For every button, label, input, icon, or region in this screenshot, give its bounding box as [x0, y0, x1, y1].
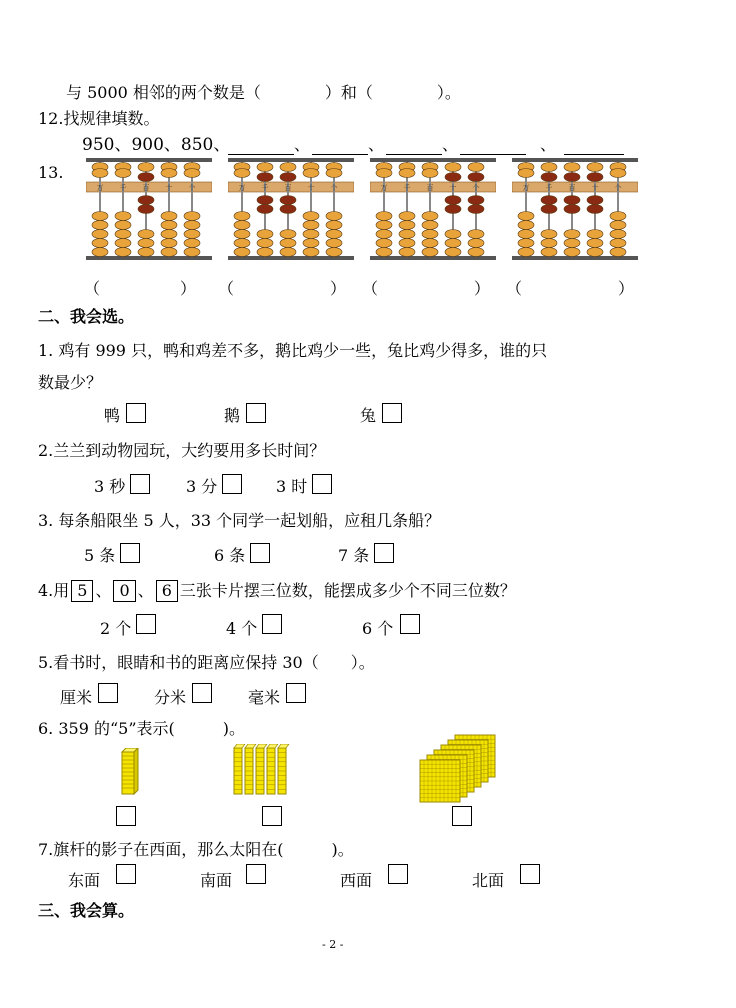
- abacus-bead: [518, 169, 534, 178]
- abacus-bead: [587, 196, 603, 205]
- abacus-bead: [564, 239, 580, 248]
- q4-checkbox-1[interactable]: [136, 614, 156, 634]
- svg-text:万: 万: [522, 184, 530, 192]
- abacus-bead: [161, 230, 177, 239]
- svg-text:万: 万: [380, 184, 388, 192]
- card-0: 0: [113, 580, 135, 602]
- q6-checkbox-1[interactable]: [116, 806, 136, 826]
- abacus-bead: [422, 221, 438, 230]
- abacus-bead: [303, 221, 319, 230]
- q7-option-4: 北面: [472, 871, 505, 890]
- svg-text:千: 千: [261, 184, 269, 192]
- q1-option-2: 鹅: [224, 406, 241, 425]
- card-5: 5: [71, 580, 93, 602]
- abacus-bead: [587, 230, 603, 239]
- abacus-bead: [376, 221, 392, 230]
- abacus-bead: [257, 248, 273, 257]
- q1-checkbox-3[interactable]: [382, 403, 402, 423]
- svg-text:百: 百: [568, 184, 576, 192]
- abacus-bead: [92, 212, 108, 221]
- abacus-bead: [92, 169, 108, 178]
- abacus-bead: [326, 239, 342, 248]
- abacus-bead: [587, 248, 603, 257]
- q1-checkbox-1[interactable]: [126, 403, 146, 423]
- abacus-bead: [518, 239, 534, 248]
- abacus-bead: [610, 169, 626, 178]
- abacus-bead: [399, 230, 415, 239]
- abacus-bead: [399, 248, 415, 257]
- q5-option-2: 分米: [154, 688, 187, 707]
- abacus-bead: [234, 221, 250, 230]
- abacus-bead: [138, 230, 154, 239]
- abacus-bead: [184, 230, 200, 239]
- section-2-title: 二、我会选。: [38, 307, 135, 326]
- abacus-bead: [445, 239, 461, 248]
- abacus-bead: [399, 169, 415, 178]
- q5-checkbox-3[interactable]: [286, 683, 306, 703]
- abacus-bead: [161, 212, 177, 221]
- abacus-bead: [445, 205, 461, 214]
- abacus-bead: [115, 212, 131, 221]
- abacus-bead: [92, 248, 108, 257]
- q5-option-1: 厘米: [60, 688, 93, 707]
- abacus-bead: [564, 173, 580, 182]
- q2-checkbox-2[interactable]: [222, 474, 242, 494]
- q7-option-2: 南面: [200, 871, 233, 890]
- abacus-bead: [468, 196, 484, 205]
- q2-option-2: 3 分: [186, 477, 218, 496]
- q7-checkbox-1[interactable]: [116, 864, 136, 884]
- abacus-bead: [376, 212, 392, 221]
- q2-option-1: 3 秒: [94, 477, 126, 496]
- abacus-4-answer[interactable]: （ ）: [506, 279, 635, 298]
- q3-option-2: 6 条: [214, 546, 246, 565]
- svg-text:十: 十: [449, 184, 457, 192]
- abacus-bead: [376, 248, 392, 257]
- abacus-bead: [280, 173, 296, 182]
- page-number: - 2 -: [322, 938, 344, 951]
- abacus-3: [370, 156, 496, 262]
- q7-text: 7.旗杆的影子在西面，那么太阳在( )。: [38, 840, 354, 859]
- abacus-bead: [541, 163, 557, 172]
- abacus-bead: [161, 248, 177, 257]
- abacus-bead: [541, 196, 557, 205]
- abacus-4: [512, 156, 638, 262]
- abacus-2: [228, 156, 354, 262]
- abacus-bead: [468, 205, 484, 214]
- q7-checkbox-2[interactable]: [246, 864, 266, 884]
- q4-option-3: 6 个: [362, 619, 394, 638]
- abacus-bead: [422, 248, 438, 257]
- abacus-bead: [564, 248, 580, 257]
- svg-text:百: 百: [142, 184, 150, 192]
- q12-blank-5[interactable]: [564, 154, 624, 155]
- abacus-bead: [326, 248, 342, 257]
- q4-text: [38, 580, 516, 602]
- abacus-bead: [326, 230, 342, 239]
- abacus-bead: [376, 230, 392, 239]
- q5-text: 5.看书时，眼睛和书的距离应保持 30（ ）。: [38, 653, 375, 672]
- abacus-bead: [257, 230, 273, 239]
- q12-title: 12.找规律填数。: [38, 109, 160, 128]
- abacus-bead: [587, 163, 603, 172]
- abacus-bead: [610, 221, 626, 230]
- abacus-bead: [541, 173, 557, 182]
- five-tens-rods-image: [230, 744, 292, 796]
- card-6: 6: [156, 580, 178, 602]
- svg-text:千: 千: [403, 184, 411, 192]
- q1-option-3: 兔: [360, 406, 377, 425]
- q5-checkbox-2[interactable]: [192, 683, 212, 703]
- q5-option-3: 毫米: [248, 688, 281, 707]
- q4-sep-2: 、: [137, 581, 154, 600]
- abacus-bead: [468, 163, 484, 172]
- q11-text: 与 5000 相邻的两个数是（ ）和（ ）。: [66, 83, 461, 102]
- abacus-bead: [257, 196, 273, 205]
- q5-checkbox-1[interactable]: [98, 683, 118, 703]
- svg-text:个: 个: [472, 184, 480, 192]
- abacus-bead: [587, 173, 603, 182]
- q3-checkbox-3[interactable]: [374, 543, 394, 563]
- abacus-bead: [422, 239, 438, 248]
- abacus-bead: [303, 230, 319, 239]
- abacus-bead: [92, 230, 108, 239]
- q4-option-1: 2 个: [100, 619, 132, 638]
- abacus-bead: [234, 230, 250, 239]
- q3-checkbox-1[interactable]: [120, 543, 140, 563]
- svg-text:百: 百: [426, 184, 434, 192]
- abacus-bead: [303, 248, 319, 257]
- abacus-bead: [445, 173, 461, 182]
- q7-checkbox-3[interactable]: [388, 864, 408, 884]
- abacus-bead: [399, 221, 415, 230]
- q4-checkbox-2[interactable]: [262, 614, 282, 634]
- svg-text:十: 十: [165, 184, 173, 192]
- svg-text:个: 个: [188, 184, 196, 192]
- abacus-bead: [184, 239, 200, 248]
- abacus-bead: [564, 163, 580, 172]
- abacus-bead: [234, 239, 250, 248]
- abacus-bead: [303, 169, 319, 178]
- abacus-bead: [92, 221, 108, 230]
- q12-sep-1: 、: [294, 135, 311, 154]
- q4-prefix: 4.用: [38, 581, 70, 600]
- abacus-bead: [445, 196, 461, 205]
- abacus-bead: [138, 248, 154, 257]
- abacus-bead: [587, 205, 603, 214]
- q2-checkbox-1[interactable]: [130, 474, 150, 494]
- abacus-bead: [184, 169, 200, 178]
- abacus-bead: [376, 169, 392, 178]
- abacus-bead: [280, 163, 296, 172]
- q7-option-3: 西面: [340, 871, 373, 890]
- q4-sep-1: 、: [95, 581, 112, 600]
- q1-line2: 数最少？: [38, 373, 103, 392]
- abacus-bead: [303, 239, 319, 248]
- q12-blank-4[interactable]: [460, 154, 526, 155]
- svg-text:万: 万: [96, 184, 104, 192]
- abacus-bead: [257, 163, 273, 172]
- q6-checkbox-3[interactable]: [452, 806, 472, 826]
- abacus-bead: [376, 239, 392, 248]
- abacus-bead: [610, 212, 626, 221]
- abacus-bead: [422, 212, 438, 221]
- abacus-bead: [326, 221, 342, 230]
- svg-text:个: 个: [614, 184, 622, 192]
- abacus-bead: [280, 230, 296, 239]
- abacus-bead: [468, 248, 484, 257]
- q4-checkbox-3[interactable]: [400, 614, 420, 634]
- abacus-bead: [161, 239, 177, 248]
- section-3-title: 三、我会算。: [38, 901, 135, 920]
- abacus-bead: [399, 212, 415, 221]
- abacus-bead: [115, 169, 131, 178]
- q2-checkbox-3[interactable]: [312, 474, 332, 494]
- abacus-bead: [518, 221, 534, 230]
- abacus-bead: [468, 230, 484, 239]
- abacus-bead: [161, 221, 177, 230]
- abacus-bead: [138, 196, 154, 205]
- svg-text:千: 千: [119, 184, 127, 192]
- abacus-bead: [445, 248, 461, 257]
- abacus-bead: [399, 239, 415, 248]
- abacus-bead: [161, 169, 177, 178]
- abacus-bead: [280, 248, 296, 257]
- q2-text: 2.兰兰到动物园玩，大约要用多长时间？: [38, 441, 326, 460]
- abacus-bead: [541, 239, 557, 248]
- svg-text:十: 十: [307, 184, 315, 192]
- q12-blank-1[interactable]: [228, 154, 294, 155]
- q12-sep-3: 、: [442, 135, 459, 154]
- q6-checkbox-2[interactable]: [262, 806, 282, 826]
- q3-checkbox-2[interactable]: [250, 543, 270, 563]
- q12-sequence: 950、900、850、: [82, 135, 231, 155]
- abacus-bead: [422, 230, 438, 239]
- abacus-bead: [234, 212, 250, 221]
- abacus-bead: [184, 212, 200, 221]
- q1-checkbox-2[interactable]: [246, 403, 266, 423]
- abacus-bead: [564, 205, 580, 214]
- q1-line1: 1. 鸡有 999 只，鸭和鸡差不多，鹅比鸡少一些，兔比鸡少得多，谁的只: [38, 341, 548, 360]
- q13-number: 13.: [38, 163, 64, 182]
- q2-option-3: 3 时: [276, 477, 308, 496]
- abacus-bead: [541, 230, 557, 239]
- q6-text: 6. 359 的“5”表示( )。: [38, 719, 246, 738]
- abacus-bead: [115, 230, 131, 239]
- hundreds-flats-image: [418, 734, 506, 804]
- abacus-bead: [541, 248, 557, 257]
- abacus-bead: [257, 205, 273, 214]
- abacus-bead: [138, 205, 154, 214]
- abacus-bead: [610, 239, 626, 248]
- q1-option-1: 鸭: [104, 406, 121, 425]
- tens-rod-image: [118, 748, 140, 796]
- abacus-bead: [115, 248, 131, 257]
- abacus-bead: [184, 248, 200, 257]
- q3-text: 3. 每条船限坐 5 人，33 个同学一起划船，应租几条船？: [38, 511, 441, 530]
- abacus-bead: [518, 248, 534, 257]
- abacus-bead: [541, 205, 557, 214]
- abacus-bead: [138, 163, 154, 172]
- abacus-bead: [564, 230, 580, 239]
- q4-option-2: 4 个: [226, 619, 258, 638]
- abacus-bead: [468, 173, 484, 182]
- abacus-bead: [257, 173, 273, 182]
- svg-text:百: 百: [284, 184, 292, 192]
- svg-text:千: 千: [545, 184, 553, 192]
- q12-sep-2: 、: [368, 135, 385, 154]
- svg-text:万: 万: [238, 184, 246, 192]
- q12-blank-3[interactable]: [386, 154, 442, 155]
- q3-option-3: 7 条: [338, 546, 370, 565]
- abacus-bead: [587, 239, 603, 248]
- q12-blank-2[interactable]: [312, 154, 368, 155]
- svg-text:十: 十: [591, 184, 599, 192]
- abacus-bead: [115, 239, 131, 248]
- abacus-bead: [564, 196, 580, 205]
- abacus-1-answer[interactable]: （ ）: [84, 279, 197, 298]
- abacus-bead: [518, 212, 534, 221]
- abacus-bead: [280, 196, 296, 205]
- q12-sep-4: 、: [540, 135, 557, 154]
- abacus-bead: [445, 163, 461, 172]
- q7-option-1: 东面: [68, 871, 101, 890]
- abacus-bead: [445, 230, 461, 239]
- abacus-bead: [234, 169, 250, 178]
- abacus-bead: [326, 212, 342, 221]
- abacus-bead: [138, 173, 154, 182]
- q3-option-1: 5 条: [84, 546, 116, 565]
- abacus-bead: [518, 230, 534, 239]
- abacus-bead: [234, 248, 250, 257]
- abacus-bead: [326, 169, 342, 178]
- abacus-1: [86, 156, 212, 262]
- abacus-bead: [115, 221, 131, 230]
- q7-checkbox-4[interactable]: [520, 864, 540, 884]
- abacus-bead: [610, 230, 626, 239]
- q4-suffix: 三张卡片摆三位数，能摆成多少个不同三位数？: [179, 581, 516, 600]
- abacus-bead: [257, 239, 273, 248]
- abacus-2-answer[interactable]: （ ）: [218, 279, 347, 298]
- abacus-bead: [610, 248, 626, 257]
- abacus-bead: [280, 239, 296, 248]
- abacus-bead: [303, 212, 319, 221]
- svg-text:个: 个: [330, 184, 338, 192]
- abacus-bead: [92, 239, 108, 248]
- abacus-bead: [422, 169, 438, 178]
- abacus-bead: [184, 221, 200, 230]
- abacus-bead: [138, 239, 154, 248]
- abacus-bead: [280, 205, 296, 214]
- abacus-bead: [468, 239, 484, 248]
- abacus-3-answer[interactable]: （ ）: [362, 279, 491, 298]
